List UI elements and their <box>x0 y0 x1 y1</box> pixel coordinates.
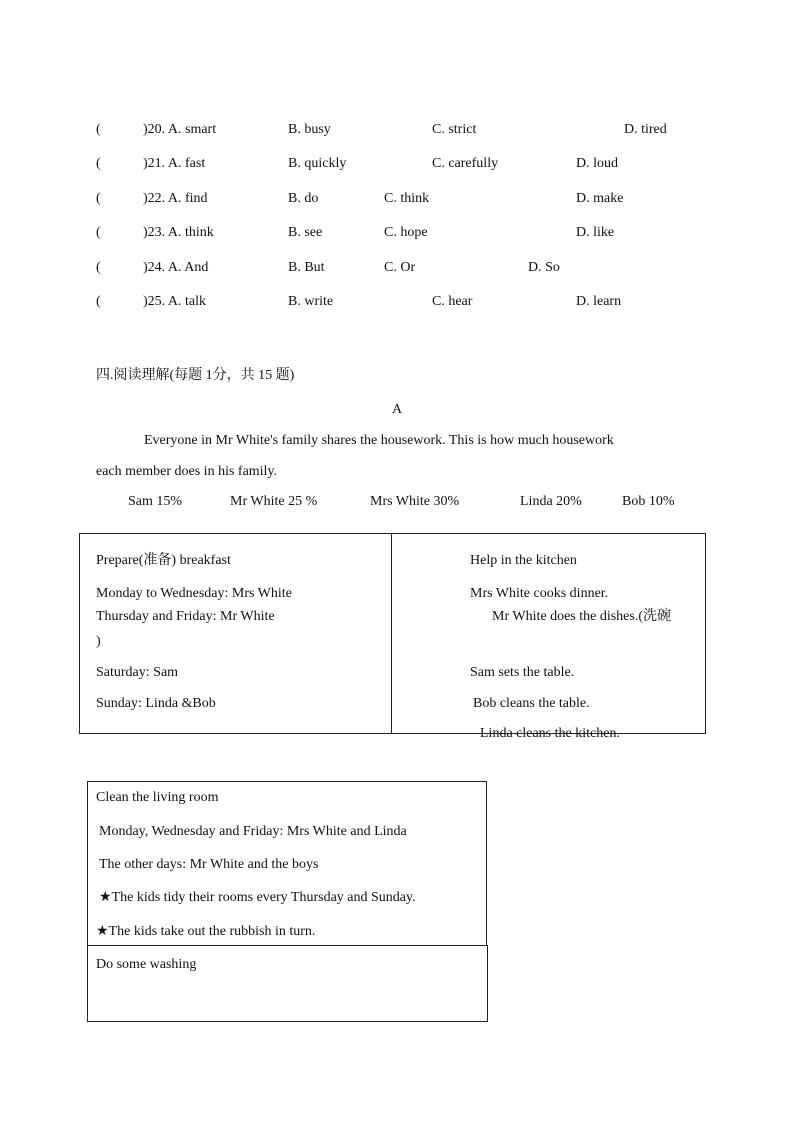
living-room-line: The other days: Mr White and the boys <box>99 857 319 872</box>
passage-label: A <box>392 402 403 417</box>
share-bob: Bob 10% <box>622 494 675 509</box>
answer-paren: ( <box>96 122 101 137</box>
table-divider <box>391 533 392 734</box>
rubbish-note: ★The kids take out the rubbish in turn. <box>96 924 316 939</box>
option-d: D. tired <box>624 122 667 137</box>
kitchen-line: Sam sets the table. <box>470 665 575 680</box>
option-c: C. strict <box>432 122 477 137</box>
answer-paren: ( <box>96 294 101 309</box>
breakfast-title: Prepare(准备) breakfast <box>96 553 231 568</box>
breakfast-line: Sunday: Linda &Bob <box>96 696 216 711</box>
option-b: B. write <box>288 294 334 309</box>
intro-line-1: Everyone in Mr White's family shares the housework. This is how much housework <box>144 433 614 448</box>
option-b: B. do <box>288 191 319 206</box>
share-mrs-white: Mrs White 30% <box>370 494 460 509</box>
option-c: C. Or <box>384 260 416 275</box>
intro-line-2: each member does in his family. <box>96 464 278 479</box>
option-a: )22. A. find <box>143 191 208 206</box>
option-a: )21. A. fast <box>143 156 206 171</box>
answer-paren: ( <box>96 225 101 240</box>
option-c: C. think <box>384 191 430 206</box>
option-a: )23. A. think <box>143 225 214 240</box>
option-d: D. like <box>576 225 615 240</box>
option-d: D. learn <box>576 294 622 309</box>
answer-paren: ( <box>96 191 101 206</box>
washing-title: Do some washing <box>96 957 197 972</box>
kitchen-title: Help in the kitchen <box>470 553 577 568</box>
living-room-line: Monday, Wednesday and Friday: Mrs White and Linda <box>99 824 407 839</box>
option-b: B. But <box>288 260 325 275</box>
option-c: C. carefully <box>432 156 499 171</box>
answer-paren: ( <box>96 156 101 171</box>
living-room-title: Clean the living room <box>96 790 219 805</box>
option-b: B. quickly <box>288 156 347 171</box>
option-d: D. So <box>528 260 560 275</box>
kitchen-line: Mrs White cooks dinner. <box>470 586 609 601</box>
breakfast-line: Saturday: Sam <box>96 665 179 680</box>
option-b: B. see <box>288 225 323 240</box>
option-d: D. loud <box>576 156 618 171</box>
kitchen-line: Bob cleans the table. <box>473 696 590 711</box>
share-mr-white: Mr White 25 % <box>230 494 318 509</box>
share-sam: Sam 15% <box>128 494 183 509</box>
share-linda: Linda 20% <box>520 494 582 509</box>
kitchen-line: Linda cleans the kitchen. <box>480 726 620 741</box>
option-a: )20. A. smart <box>143 122 217 137</box>
breakfast-line: Thursday and Friday: Mr White <box>96 609 275 624</box>
kitchen-line: Mr White does the dishes.(洗碗 <box>492 609 671 624</box>
option-d: D. make <box>576 191 624 206</box>
option-a: )24. A. And <box>143 260 209 275</box>
tidy-rooms-note: ★The kids tidy their rooms every Thursday and Sunday. <box>99 890 416 905</box>
option-c: C. hope <box>384 225 428 240</box>
option-b: B. busy <box>288 122 331 137</box>
answer-paren: ( <box>96 260 101 275</box>
breakfast-line: ) <box>96 634 101 649</box>
breakfast-line: Monday to Wednesday: Mrs White <box>96 586 292 601</box>
option-c: C. hear <box>432 294 473 309</box>
option-a: )25. A. talk <box>143 294 206 309</box>
section-heading: 四.阅读理解(每题 1分，共 15 题) <box>96 368 295 383</box>
